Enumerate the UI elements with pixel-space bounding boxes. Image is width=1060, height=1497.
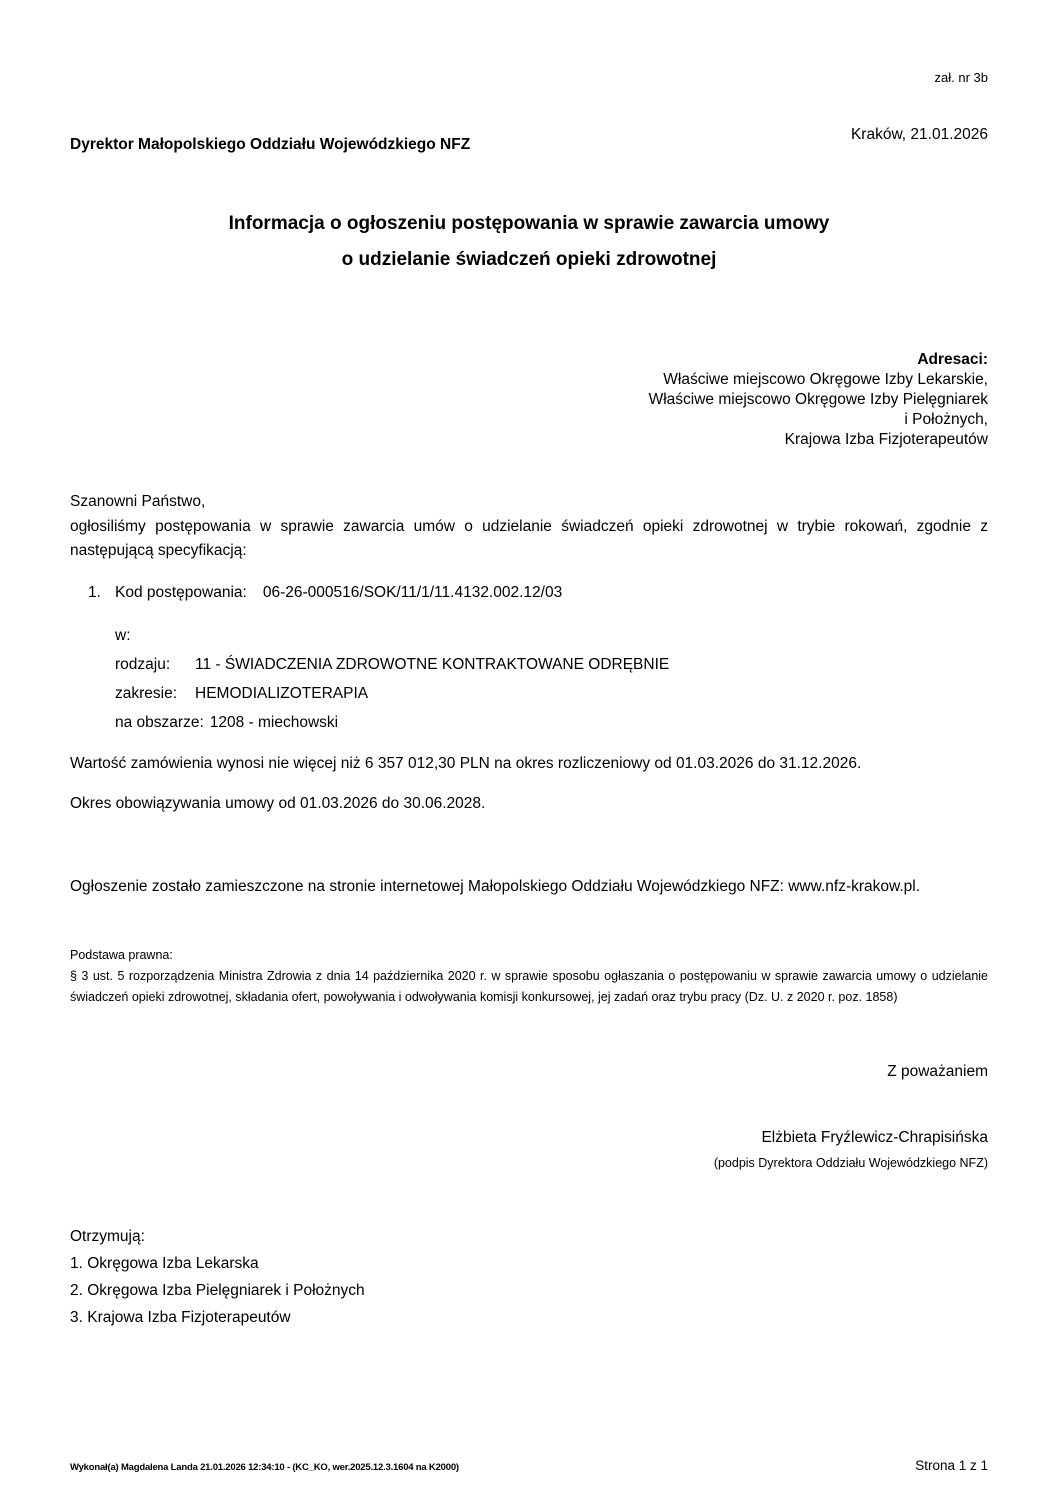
- addressee-line: Właściwe miejscowo Okręgowe Izby Pielęgniarek: [648, 391, 988, 408]
- salutation: Szanowni Państwo,: [70, 493, 206, 510]
- list-number: 1.: [88, 583, 101, 601]
- document-title-line-2: o udzielanie świadczeń opieki zdrowotnej: [341, 249, 717, 270]
- procedure-scope-line: [115, 679, 988, 708]
- procedure-scope-value: HEMODIALIZOTERAPIA: [195, 684, 369, 702]
- procedure-area-line: [115, 708, 988, 737]
- procedure-type-line: [115, 650, 988, 679]
- document-title-line-1: Informacja o ogłoszeniu postępowania w sprawie zawarcia umowy: [228, 213, 830, 234]
- footer-page-number: Strona 1 z 1: [915, 1458, 988, 1473]
- addressees-label: Adresaci:: [917, 351, 988, 368]
- recipient-item: 2. Okręgowa Izba Pielęgniarek i Położnych: [70, 1281, 365, 1299]
- procedure-type-value: 11 - ŚWIADCZENIA ZDROWOTNE KONTRAKTOWANE ODRĘBNIE: [195, 655, 670, 673]
- legal-basis-block: [70, 945, 988, 1008]
- footer-generated-by: Wykonał(a) Magdalena Landa 21.01.2026 12:34:10 - (KC_KO, wer.2025.12.3.1604 na K2000): [70, 1462, 459, 1473]
- document-title: [70, 206, 988, 278]
- place-and-date: Kraków, 21.01.2026: [850, 126, 988, 143]
- recipient-item: 3. Krajowa Izba Fizjoterapeutów: [70, 1308, 291, 1326]
- order-value-paragraph: Wartość zamówienia wynosi nie więcej niż 6 357 012,30 PLN na okres rozliczeniowy od 01.03.2026 do 31.12.2026.: [70, 754, 862, 772]
- page-footer: [70, 1458, 988, 1473]
- procedure-scope-label: zakresie:: [115, 684, 178, 702]
- addressee-line: Krajowa Izba Fizjoterapeutów: [784, 431, 988, 448]
- procedure-code-value: 06-26-000516/SOK/11/1/11.4132.002.12/03: [262, 583, 563, 601]
- publication-paragraph: Ogłoszenie zostało zamieszczone na stronie internetowej Małopolskiego Oddziału Wojewódzkiego NFZ: www.nfz-krakow.pl.: [70, 877, 921, 895]
- addressees-block: [70, 350, 988, 450]
- sender-row: [70, 126, 988, 154]
- attachment-reference: zał. nr 3b: [934, 70, 988, 85]
- sender-title: Dyrektor Małopolskiego Oddziału Wojewódzkiego NFZ: [70, 136, 471, 153]
- procedure-details: [70, 621, 988, 737]
- contract-duration-paragraph: Okres obowiązywania umowy od 01.03.2026 do 30.06.2028.: [70, 794, 486, 812]
- procedure-type-label: rodzaju:: [115, 655, 171, 673]
- procedure-area-value: 1208 - miechowski: [209, 713, 339, 731]
- closing-phrase: Z poważaniem: [887, 1062, 988, 1080]
- addressee-line: i Położnych,: [904, 411, 988, 428]
- legal-basis-label: Podstawa prawna:: [70, 947, 173, 962]
- intro-paragraph: ogłosiliśmy postępowania w sprawie zawarcia umów o udzielanie świadczeń opieki zdrowotnej w trybie rokowań, zgodnie z następującą specyfikacją:: [70, 517, 988, 559]
- legal-basis-text: § 3 ust. 5 rozporządzenia Ministra Zdrowia z dnia 14 października 2020 r. w sprawie sposobu ogłaszania o postępowaniu w sprawie zawarcia umowy o udzielanie świadczeń opieki zdrowotnej, składania ofert, powoływania i odwoływania komisji konkursowej, jej zadań oraz trybu pracy (Dz. U. z 2020 r. poz. 1858): [70, 968, 988, 1004]
- recipients-label: Otrzymują:: [70, 1227, 145, 1245]
- procedure-code-label: Kod postępowania:: [115, 583, 247, 601]
- recipient-item: 1. Okręgowa Izba Lekarska: [70, 1254, 259, 1272]
- body-intro: [70, 490, 988, 564]
- signature-name: Elżbieta Fryźlewicz-Chrapisińska: [761, 1128, 988, 1146]
- addressee-line: Właściwe miejscowo Okręgowe Izby Lekarskie,: [663, 371, 988, 388]
- procedure-in-word: w:: [115, 626, 131, 644]
- recipients-block: [70, 1223, 988, 1331]
- procedure-area-label: na obszarze:: [115, 713, 204, 731]
- procedure-code-line: [70, 580, 988, 605]
- signature-title: (podpis Dyrektora Oddziału Wojewódzkiego NFZ): [713, 1155, 988, 1170]
